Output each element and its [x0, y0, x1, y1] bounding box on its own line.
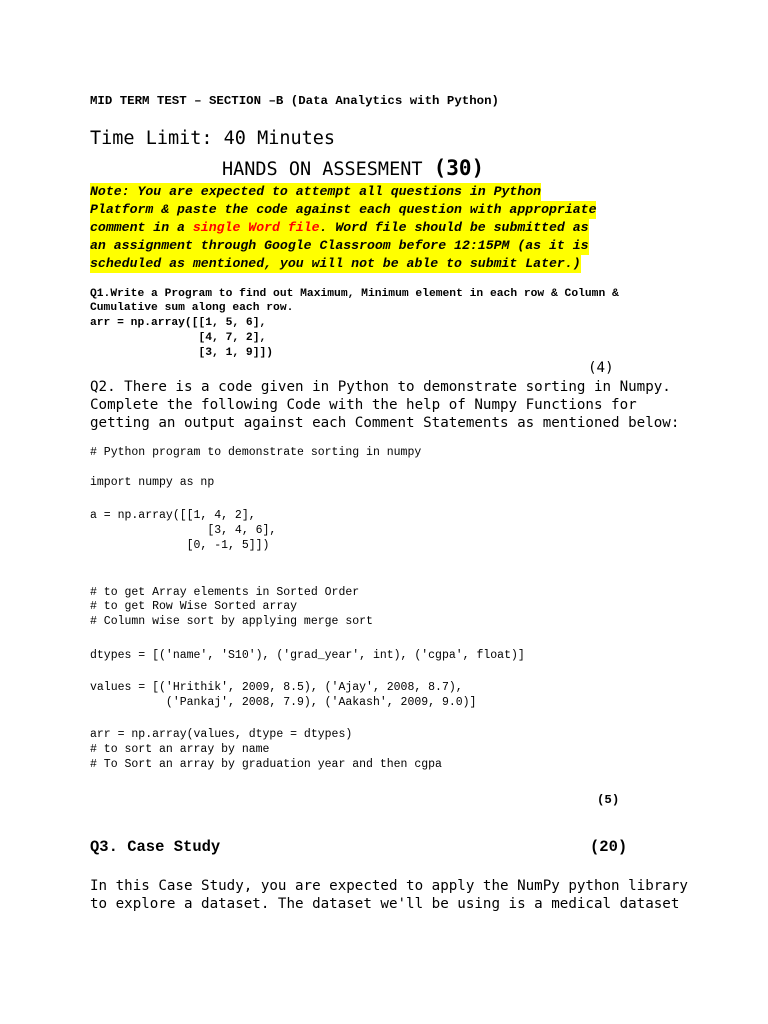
- note-line: [90, 219, 589, 237]
- q3-marks: (20): [590, 838, 628, 856]
- code-line: values = [('Hrithik', 2009, 8.5), ('Ajay', 2008, 8.7),: [90, 681, 463, 694]
- q3-text-line: In this Case Study, you are expected to apply the NumPy python library: [90, 878, 688, 894]
- note-line: scheduled as mentioned, you will not be able to submit Later.): [90, 256, 581, 271]
- code-line: # to sort an array by name: [90, 743, 270, 756]
- assessment-title: HANDS ON ASSESMENT: [222, 159, 434, 180]
- code-line: # To Sort an array by graduation year and then cgpa: [90, 758, 442, 771]
- note-line: Note: You are expected to attempt all questions in Python: [90, 184, 542, 199]
- q1-line: Q1.Write a Program to find out Maximum, Minimum element in each row & Column &: [90, 288, 619, 300]
- assessment-heading: [222, 156, 484, 182]
- note-line: an assignment through Google Classroom before 12:15PM (as it is: [90, 238, 589, 253]
- assessment-marks: (30): [433, 156, 485, 180]
- code-line: import numpy as np: [90, 476, 215, 489]
- code-line: [0, -1, 5]]): [90, 539, 270, 552]
- code-line: a = np.array([[1, 4, 2],: [90, 509, 256, 522]
- code-line: ('Pankaj', 2008, 7.9), ('Aakash', 2009, 9.0)]: [90, 696, 477, 709]
- note-text: comment in a: [90, 220, 193, 235]
- q3-title: Q3. Case Study: [90, 838, 221, 856]
- time-limit: Time Limit: 40 Minutes: [90, 128, 336, 149]
- q1-line: arr = np.array([[1, 5, 6],: [90, 317, 267, 329]
- q2-marks: (5): [597, 793, 620, 807]
- q1-line: Cumulative sum along each row.: [90, 302, 294, 314]
- code-line: # to get Row Wise Sorted array: [90, 600, 298, 613]
- q1-marks: (4): [588, 360, 614, 376]
- q1-line: [4, 7, 2],: [90, 332, 267, 344]
- code-line: # Python program to demonstrate sorting in numpy: [90, 446, 422, 459]
- code-line: # Column wise sort by applying merge sort: [90, 615, 373, 628]
- code-line: [3, 4, 6],: [90, 524, 277, 537]
- note-emphasis: single Word file: [192, 220, 320, 235]
- test-header: MID TERM TEST – SECTION –B (Data Analytics with Python): [90, 94, 499, 108]
- q2-intro-line: getting an output against each Comment Statements as mentioned below:: [90, 415, 680, 431]
- code-line: arr = np.array(values, dtype = dtypes): [90, 728, 353, 741]
- note-text: . Word file should be submitted as: [319, 220, 589, 235]
- q2-intro-line: Complete the following Code with the help of Numpy Functions for: [90, 397, 637, 413]
- q3-text-line: to explore a dataset. The dataset we'll be using is a medical dataset: [90, 896, 680, 912]
- q2-intro-line: Q2. There is a code given in Python to demonstrate sorting in Numpy.: [90, 379, 671, 395]
- q1-line: [3, 1, 9]]): [90, 347, 274, 359]
- code-line: dtypes = [('name', 'S10'), ('grad_year', int), ('cgpa', float)]: [90, 649, 525, 662]
- note-line: Platform & paste the code against each question with appropriate: [90, 202, 597, 217]
- code-line: # to get Array elements in Sorted Order: [90, 586, 360, 599]
